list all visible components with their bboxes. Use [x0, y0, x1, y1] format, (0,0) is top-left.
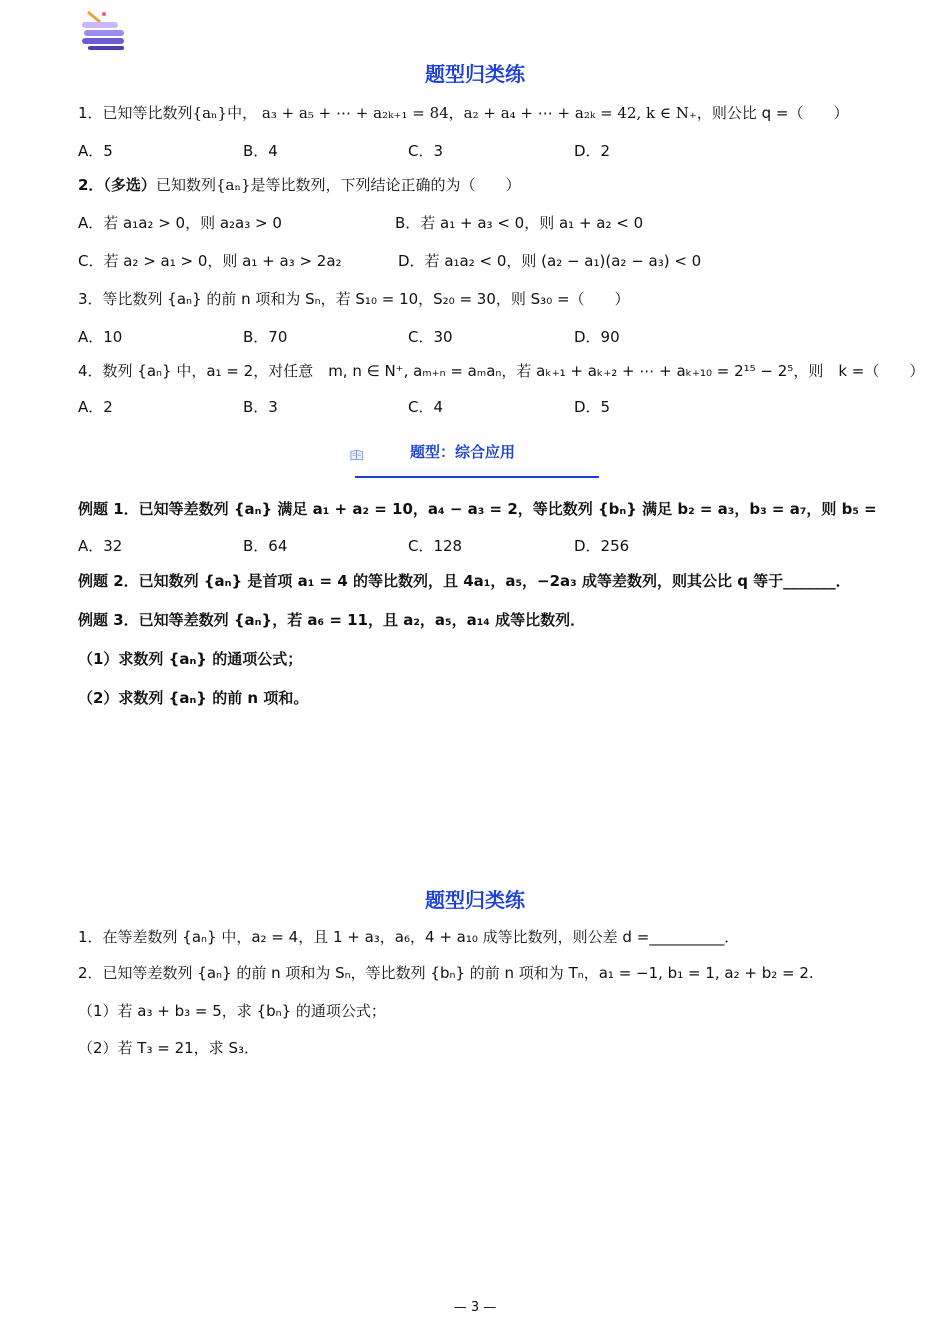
banner-underline	[355, 476, 599, 478]
practice-2-part-2: （2）若 T₃ = 21，求 S₃．	[78, 1039, 259, 1057]
example-1: 例题 1．已知等差数列 {aₙ} 满足 a₁ + a₂ = 10，a₄ − a₃ = 2，等比数列 {bₙ} 满足 b₂ = a₃，b₃ = a₇，则 b₅ =	[78, 500, 877, 518]
q3-option-d: D．90	[574, 328, 620, 346]
q2-option-b: B．若 a₁ + a₃ < 0，则 a₁ + a₂ < 0	[395, 214, 644, 232]
q3-option-c: C．30	[408, 328, 453, 346]
q3-option-b: B．70	[243, 328, 288, 346]
question-1-prefix: 1．已知等比数列	[78, 104, 193, 122]
q3-option-a: A．10	[78, 328, 123, 346]
ex1-option-a: A．32	[78, 537, 123, 555]
ex1-option-d: D．256	[574, 537, 630, 555]
example-3-part-2: （2）求数列 {aₙ} 的前 n 项和。	[78, 689, 309, 707]
section-title-2: 题型归类练	[425, 888, 525, 912]
question-4: 4．数列 {aₙ} 中，a₁ = 2，对任意 m, n ∈ N⁺, aₘ₊ₙ = aₘaₙ，若 aₖ₊₁ + aₖ₊₂ + ⋯ + aₖ₊₁₀ = 2¹⁵ − 2⁵，则 k =（ ）	[78, 362, 925, 380]
question-2	[78, 174, 521, 195]
question-2-prefix: 2．（多选）	[78, 176, 156, 194]
question-2-suffix: 是等比数列，下列结论正确的为（ ）	[250, 176, 521, 194]
ex1-option-c: C．128	[408, 537, 463, 555]
q1-option-b: B．4	[243, 142, 278, 160]
practice-2-part-1: （1）若 a₃ + b₃ = 5，求 {bₙ} 的通项公式；	[78, 1002, 386, 1020]
q2-option-c: C．若 a₂ > a₁ > 0，则 a₁ + a₃ > 2a₂	[78, 252, 342, 270]
example-3-part-1: （1）求数列 {aₙ} 的通项公式；	[78, 650, 303, 668]
question-2-seq: {aₙ}	[215, 176, 251, 194]
q1-option-c: C．3	[408, 142, 444, 160]
q1-option-a: A．5	[78, 142, 113, 160]
q4-option-d: D．5	[574, 398, 611, 416]
books-logo-icon	[78, 8, 130, 52]
question-2-text: 已知数列	[155, 176, 216, 194]
open-book-icon	[350, 430, 410, 480]
example-3: 例题 3．已知等差数列 {aₙ}，若 a₆ = 11，且 a₂，a₅，a₁₄ 成等比数列．	[78, 611, 586, 629]
question-1-mid: 中，	[227, 104, 258, 122]
page-number: — 3 —	[453, 1300, 497, 1315]
question-1-math: a₃ + a₅ + ⋯ + a₂ₖ₊₁ = 84，a₂ + a₄ + ⋯ + a₂ₖ = 42, k ∈ N₊	[261, 104, 697, 122]
ex1-option-b: B．64	[243, 537, 288, 555]
banner-label: 题型：综合应用	[410, 443, 516, 461]
example-2: 例题 2．已知数列 {aₙ} 是首项 a₁ = 4 的等比数列，且 4a₁，a₅，−2a₃ 成等差数列，则其公比 q 等于_______．	[78, 572, 851, 590]
q4-option-a: A．2	[78, 398, 113, 416]
practice-1: 1．在等差数列 {aₙ} 中，a₂ = 4，且 1 + a₃，a₆，4 + a₁₀ 成等比数列，则公差 d =__________．	[78, 928, 740, 946]
question-3: 3．等比数列 {aₙ} 的前 n 项和为 Sₙ，若 S₁₀ = 10，S₂₀ = 30，则 S₃₀ =（ ）	[78, 290, 630, 308]
section-title: 题型归类练	[425, 62, 525, 86]
question-1-seq: {aₙ}	[192, 104, 228, 122]
question-1	[78, 102, 848, 123]
q4-option-c: C．4	[408, 398, 444, 416]
question-1-suffix: ，则公比 q =（ ）	[696, 104, 849, 122]
q2-option-d: D．若 a₁a₂ < 0，则 (a₂ − a₁)(a₂ − a₃) < 0	[398, 252, 702, 270]
q4-option-b: B．3	[243, 398, 278, 416]
practice-2: 2．已知等差数列 {aₙ} 的前 n 项和为 Sₙ，等比数列 {bₙ} 的前 n 项和为 Tₙ，a₁ = −1, b₁ = 1, a₂ + b₂ = 2.	[78, 964, 814, 982]
q2-option-a: A．若 a₁a₂ > 0，则 a₂a₃ > 0	[78, 214, 282, 232]
q1-option-d: D．2	[574, 142, 611, 160]
